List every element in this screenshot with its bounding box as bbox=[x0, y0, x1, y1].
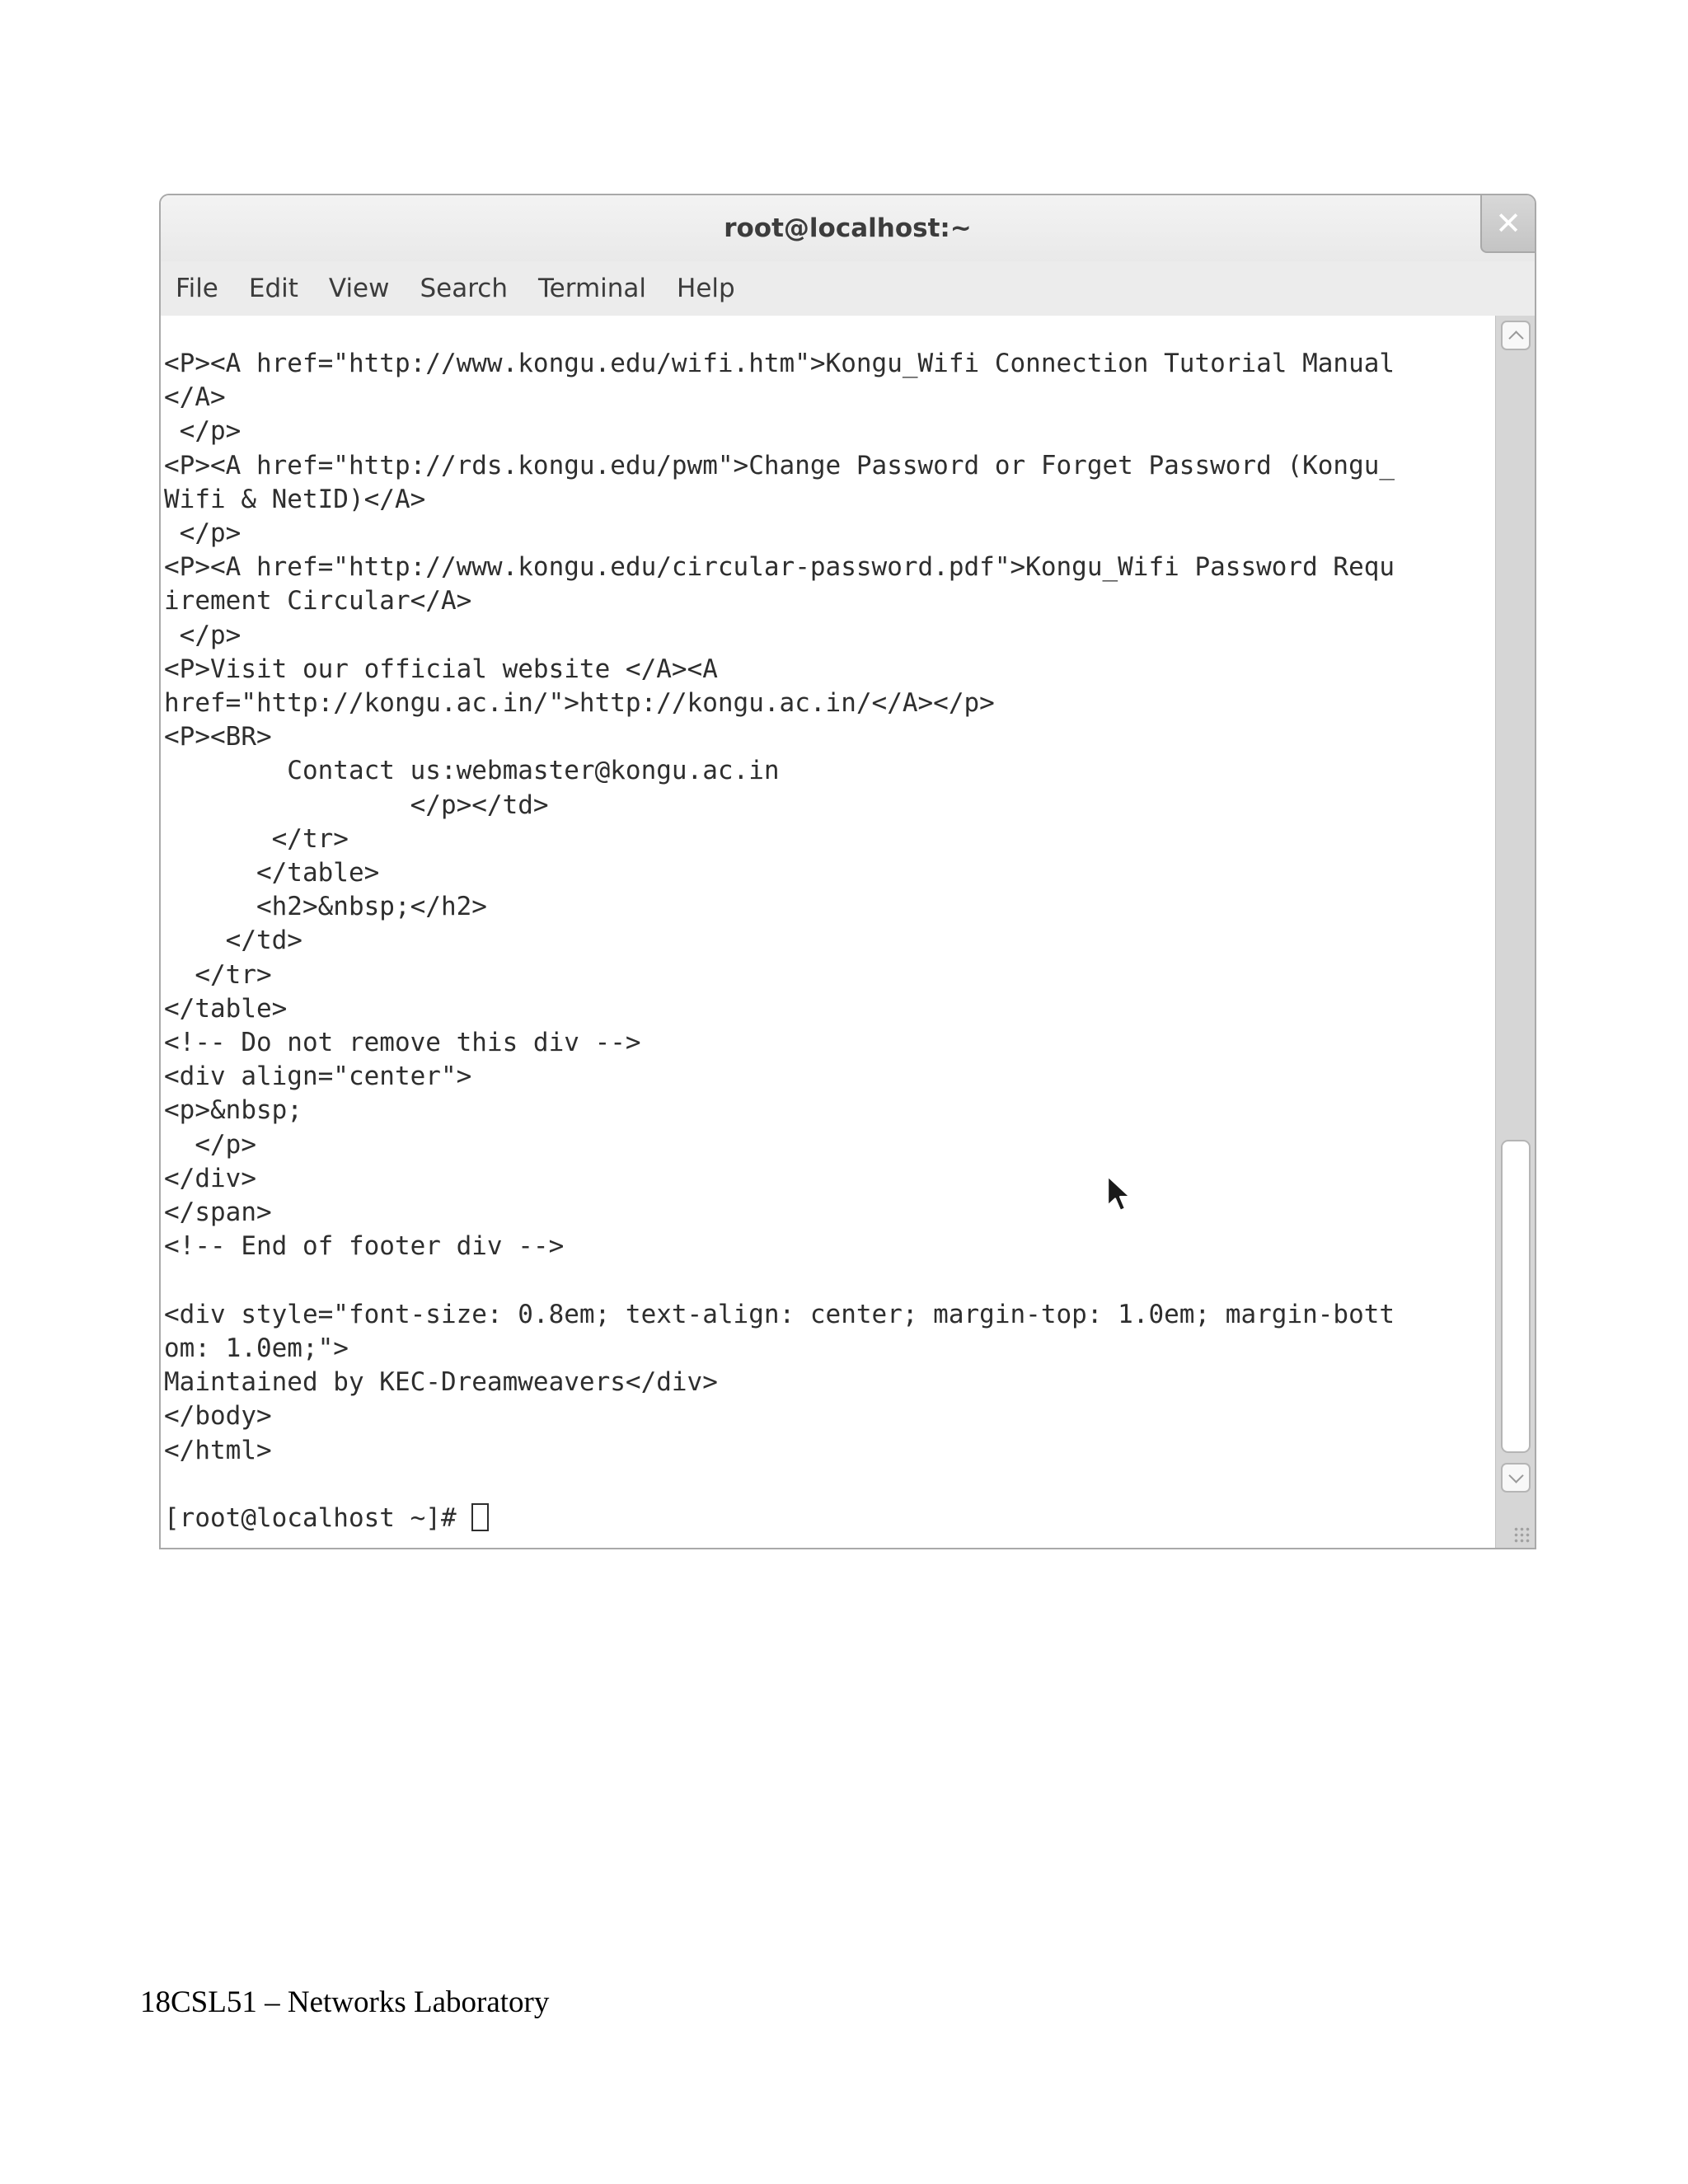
terminal-line: </p> bbox=[164, 1129, 256, 1160]
terminal-line: irement Circular</A> bbox=[164, 586, 472, 616]
terminal-content[interactable] bbox=[161, 316, 1495, 1548]
resize-grip-icon[interactable] bbox=[1513, 1526, 1531, 1544]
terminal-line: <P><A href="http://rds.kongu.edu/pwm">Change Password or Forget Password (Kongu_ bbox=[164, 450, 1395, 480]
terminal-line: </p> bbox=[164, 416, 241, 447]
terminal-line: </span> bbox=[164, 1197, 272, 1228]
terminal-line: Maintained by KEC-Dreamweavers</div> bbox=[164, 1367, 718, 1398]
menu-help[interactable]: Help bbox=[677, 274, 735, 303]
terminal-line: </table> bbox=[164, 993, 288, 1024]
terminal-line: <!-- Do not remove this div --> bbox=[164, 1028, 641, 1058]
terminal-line: </html> bbox=[164, 1435, 272, 1465]
menu-bar bbox=[161, 261, 1535, 316]
title-bar[interactable] bbox=[161, 195, 1535, 261]
terminal-line: <!-- End of footer div --> bbox=[164, 1231, 565, 1262]
terminal-line: <div style="font-size: 0.8em; text-align: center; margin-top: 1.0em; margin-bott bbox=[164, 1299, 1395, 1329]
terminal-line: </tr> bbox=[164, 823, 349, 854]
terminal-line: <P><A href="http://www.kongu.edu/wifi.htm">Kongu_Wifi Connection Tutorial Manual bbox=[164, 349, 1395, 378]
shell-prompt: [root@localhost ~]# bbox=[164, 1502, 472, 1533]
terminal-line: </p> bbox=[164, 620, 241, 650]
terminal-line: </p> bbox=[164, 518, 241, 549]
close-button[interactable] bbox=[1480, 194, 1536, 253]
terminal-line: </tr> bbox=[164, 959, 272, 990]
terminal-line: </table> bbox=[164, 858, 380, 888]
terminal-line: Wifi & NetID)</A> bbox=[164, 484, 426, 514]
window-title: root@localhost:~ bbox=[724, 213, 972, 243]
menu-view[interactable]: View bbox=[328, 274, 390, 303]
terminal-line: </td> bbox=[164, 926, 302, 956]
terminal-line: <div align="center"> bbox=[164, 1062, 472, 1092]
vertical-scrollbar[interactable] bbox=[1495, 316, 1535, 1548]
terminal-line: om: 1.0em;"> bbox=[164, 1333, 349, 1363]
terminal-line: </p></td> bbox=[164, 790, 549, 820]
menu-file[interactable]: File bbox=[176, 274, 218, 303]
scrollbar-thumb[interactable] bbox=[1501, 1140, 1531, 1453]
terminal-line: <P>Visit our official website </A><A bbox=[164, 654, 718, 684]
scroll-down-button[interactable] bbox=[1501, 1463, 1531, 1493]
terminal-line: </body> bbox=[164, 1401, 272, 1432]
close-icon: ✕ bbox=[1495, 205, 1522, 241]
mouse-pointer-icon bbox=[1106, 1174, 1134, 1214]
chevron-down-icon bbox=[1508, 1468, 1523, 1483]
terminal-line: </A> bbox=[164, 382, 226, 413]
terminal-line: <P><BR> bbox=[164, 722, 272, 752]
terminal-line: <P><A href="http://www.kongu.edu/circular-password.pdf">Kongu_Wifi Password Requ bbox=[164, 552, 1395, 583]
terminal-line: Contact us:webmaster@kongu.ac.in bbox=[164, 756, 780, 786]
terminal-line: <h2>&nbsp;</h2> bbox=[164, 892, 487, 922]
chevron-up-icon bbox=[1508, 330, 1523, 345]
terminal-line: </div> bbox=[164, 1163, 256, 1193]
page-footer: 18CSL51 – Networks Laboratory bbox=[140, 1985, 550, 2019]
menu-edit[interactable]: Edit bbox=[248, 274, 298, 303]
menu-terminal[interactable]: Terminal bbox=[538, 274, 647, 303]
terminal-line: href="http://kongu.ac.in/">http://kongu.ac.in/</A></p> bbox=[164, 688, 995, 719]
menu-search[interactable]: Search bbox=[420, 274, 509, 303]
text-cursor bbox=[471, 1503, 489, 1531]
terminal-window bbox=[159, 194, 1536, 1549]
terminal-output bbox=[161, 316, 1495, 1535]
scroll-up-button[interactable] bbox=[1501, 321, 1531, 350]
terminal-line: <p>&nbsp; bbox=[164, 1095, 302, 1126]
